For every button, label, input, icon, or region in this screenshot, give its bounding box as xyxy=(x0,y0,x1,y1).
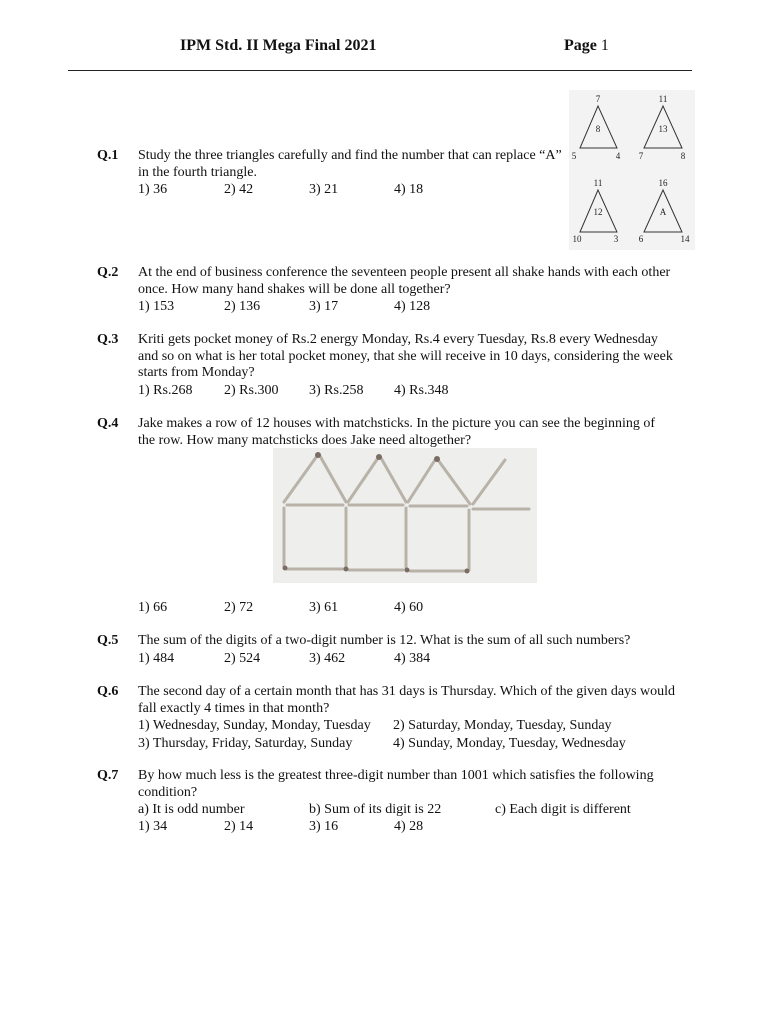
page-number: 1 xyxy=(600,37,609,54)
question-text xyxy=(138,684,675,717)
option: 1) 484 xyxy=(138,651,175,666)
question-number: Q.7 xyxy=(97,768,119,783)
question-line: fall exactly 4 times in that month? xyxy=(138,700,330,716)
triangle-right-number: 3 xyxy=(613,234,619,244)
option: 1) 66 xyxy=(138,600,168,615)
option: 2) 136 xyxy=(224,299,261,314)
triangle-right-number: 4 xyxy=(615,151,621,161)
question-line: condition? xyxy=(138,784,198,800)
option: 3) 21 xyxy=(309,182,339,197)
question-number: Q.6 xyxy=(97,684,119,699)
option: 2) Saturday, Monday, Tuesday, Sunday xyxy=(393,718,612,733)
triangle-right-number: 8 xyxy=(680,151,686,161)
triangle-center-number: 13 xyxy=(658,124,668,134)
option: 2) 524 xyxy=(224,651,261,666)
triangle-right-number: 14 xyxy=(680,234,690,244)
condition: a) It is odd number xyxy=(138,802,245,817)
question-text xyxy=(138,633,630,650)
header-divider xyxy=(68,70,692,71)
option: 4) 60 xyxy=(394,600,424,615)
option: 1) 34 xyxy=(138,819,168,834)
option: 4) Sunday, Monday, Tuesday, Wednesday xyxy=(393,736,626,751)
condition: c) Each digit is different xyxy=(495,802,631,817)
question-line: starts from Monday? xyxy=(138,365,255,380)
matchstick-houses-figure xyxy=(273,448,537,583)
triangle-top-number: 11 xyxy=(658,94,668,104)
option: 3) Rs.258 xyxy=(309,383,364,398)
triangles-figure xyxy=(565,90,695,250)
option: 2) 14 xyxy=(224,819,254,834)
option: 4) Rs.348 xyxy=(394,383,449,398)
triangle-left-number: 10 xyxy=(572,234,582,244)
question-line: Study the three triangles carefully and find the number that can replace “A” xyxy=(138,148,562,163)
option: 3) Thursday, Friday, Saturday, Sunday xyxy=(138,736,353,751)
option: 4) 128 xyxy=(394,299,431,314)
option: 3) 61 xyxy=(309,600,339,615)
option: 1) 153 xyxy=(138,299,175,314)
question-text xyxy=(138,148,562,181)
question-line: in the fourth triangle. xyxy=(138,164,257,180)
question-text xyxy=(138,265,670,298)
option: 1) Rs.268 xyxy=(138,383,193,398)
triangle-center-number: A xyxy=(659,207,667,217)
question-line: By how much less is the greatest three-digit number than 1001 which satisfies the following xyxy=(138,768,654,783)
question-number: Q.2 xyxy=(97,265,119,280)
option: 4) 28 xyxy=(394,819,424,834)
question-line: Jake makes a row of 12 houses with matchsticks. In the picture you can see the beginning of xyxy=(138,416,656,431)
option: 1) 36 xyxy=(138,182,168,197)
question-text xyxy=(138,416,655,449)
triangle-center-number: 8 xyxy=(595,124,601,134)
triangle-top-number: 11 xyxy=(593,178,603,188)
triangle-left-number: 5 xyxy=(571,151,577,161)
triangle-top-number: 16 xyxy=(658,178,668,188)
question-line: The sum of the digits of a two-digit number is 12. What is the sum of all such numbers? xyxy=(138,633,631,648)
triangle-top-number: 7 xyxy=(595,94,601,104)
question-line: and so on what is her total pocket money, that she will receive in 10 days, considering the week xyxy=(138,348,673,364)
question-number: Q.3 xyxy=(97,332,119,347)
question-text xyxy=(138,332,673,382)
option: 2) 72 xyxy=(224,600,254,615)
condition: b) Sum of its digit is 22 xyxy=(309,802,442,817)
option: 3) 17 xyxy=(309,299,339,314)
option: 4) 18 xyxy=(394,182,424,197)
page-title: IPM Std. II Mega Final 2021 xyxy=(180,37,377,54)
option: 3) 462 xyxy=(309,651,346,666)
page-label: Page xyxy=(564,37,597,54)
option: 2) Rs.300 xyxy=(224,383,279,398)
question-line: the row. How many matchsticks does Jake need altogether? xyxy=(138,432,472,448)
question-line: once. How many hand shakes will be done all together? xyxy=(138,281,451,297)
option: 1) Wednesday, Sunday, Monday, Tuesday xyxy=(138,718,371,733)
question-line: Kriti gets pocket money of Rs.2 energy Monday, Rs.4 every Tuesday, Rs.8 every Wednesday xyxy=(138,332,658,347)
triangle-center-number: 12 xyxy=(593,207,603,217)
question-number: Q.1 xyxy=(97,148,119,163)
question-line: At the end of business conference the seventeen people present all shake hands with each other xyxy=(138,265,671,280)
question-number: Q.4 xyxy=(97,416,119,431)
option: 3) 16 xyxy=(309,819,339,834)
option: 2) 42 xyxy=(224,182,254,197)
triangle-left-number: 7 xyxy=(638,151,644,161)
page-indicator xyxy=(564,37,609,55)
question-line: The second day of a certain month that has 31 days is Thursday. Which of the given days would xyxy=(138,684,676,699)
triangle-left-number: 6 xyxy=(638,234,644,244)
option: 4) 384 xyxy=(394,651,431,666)
question-text xyxy=(138,768,654,801)
question-number: Q.5 xyxy=(97,633,119,648)
